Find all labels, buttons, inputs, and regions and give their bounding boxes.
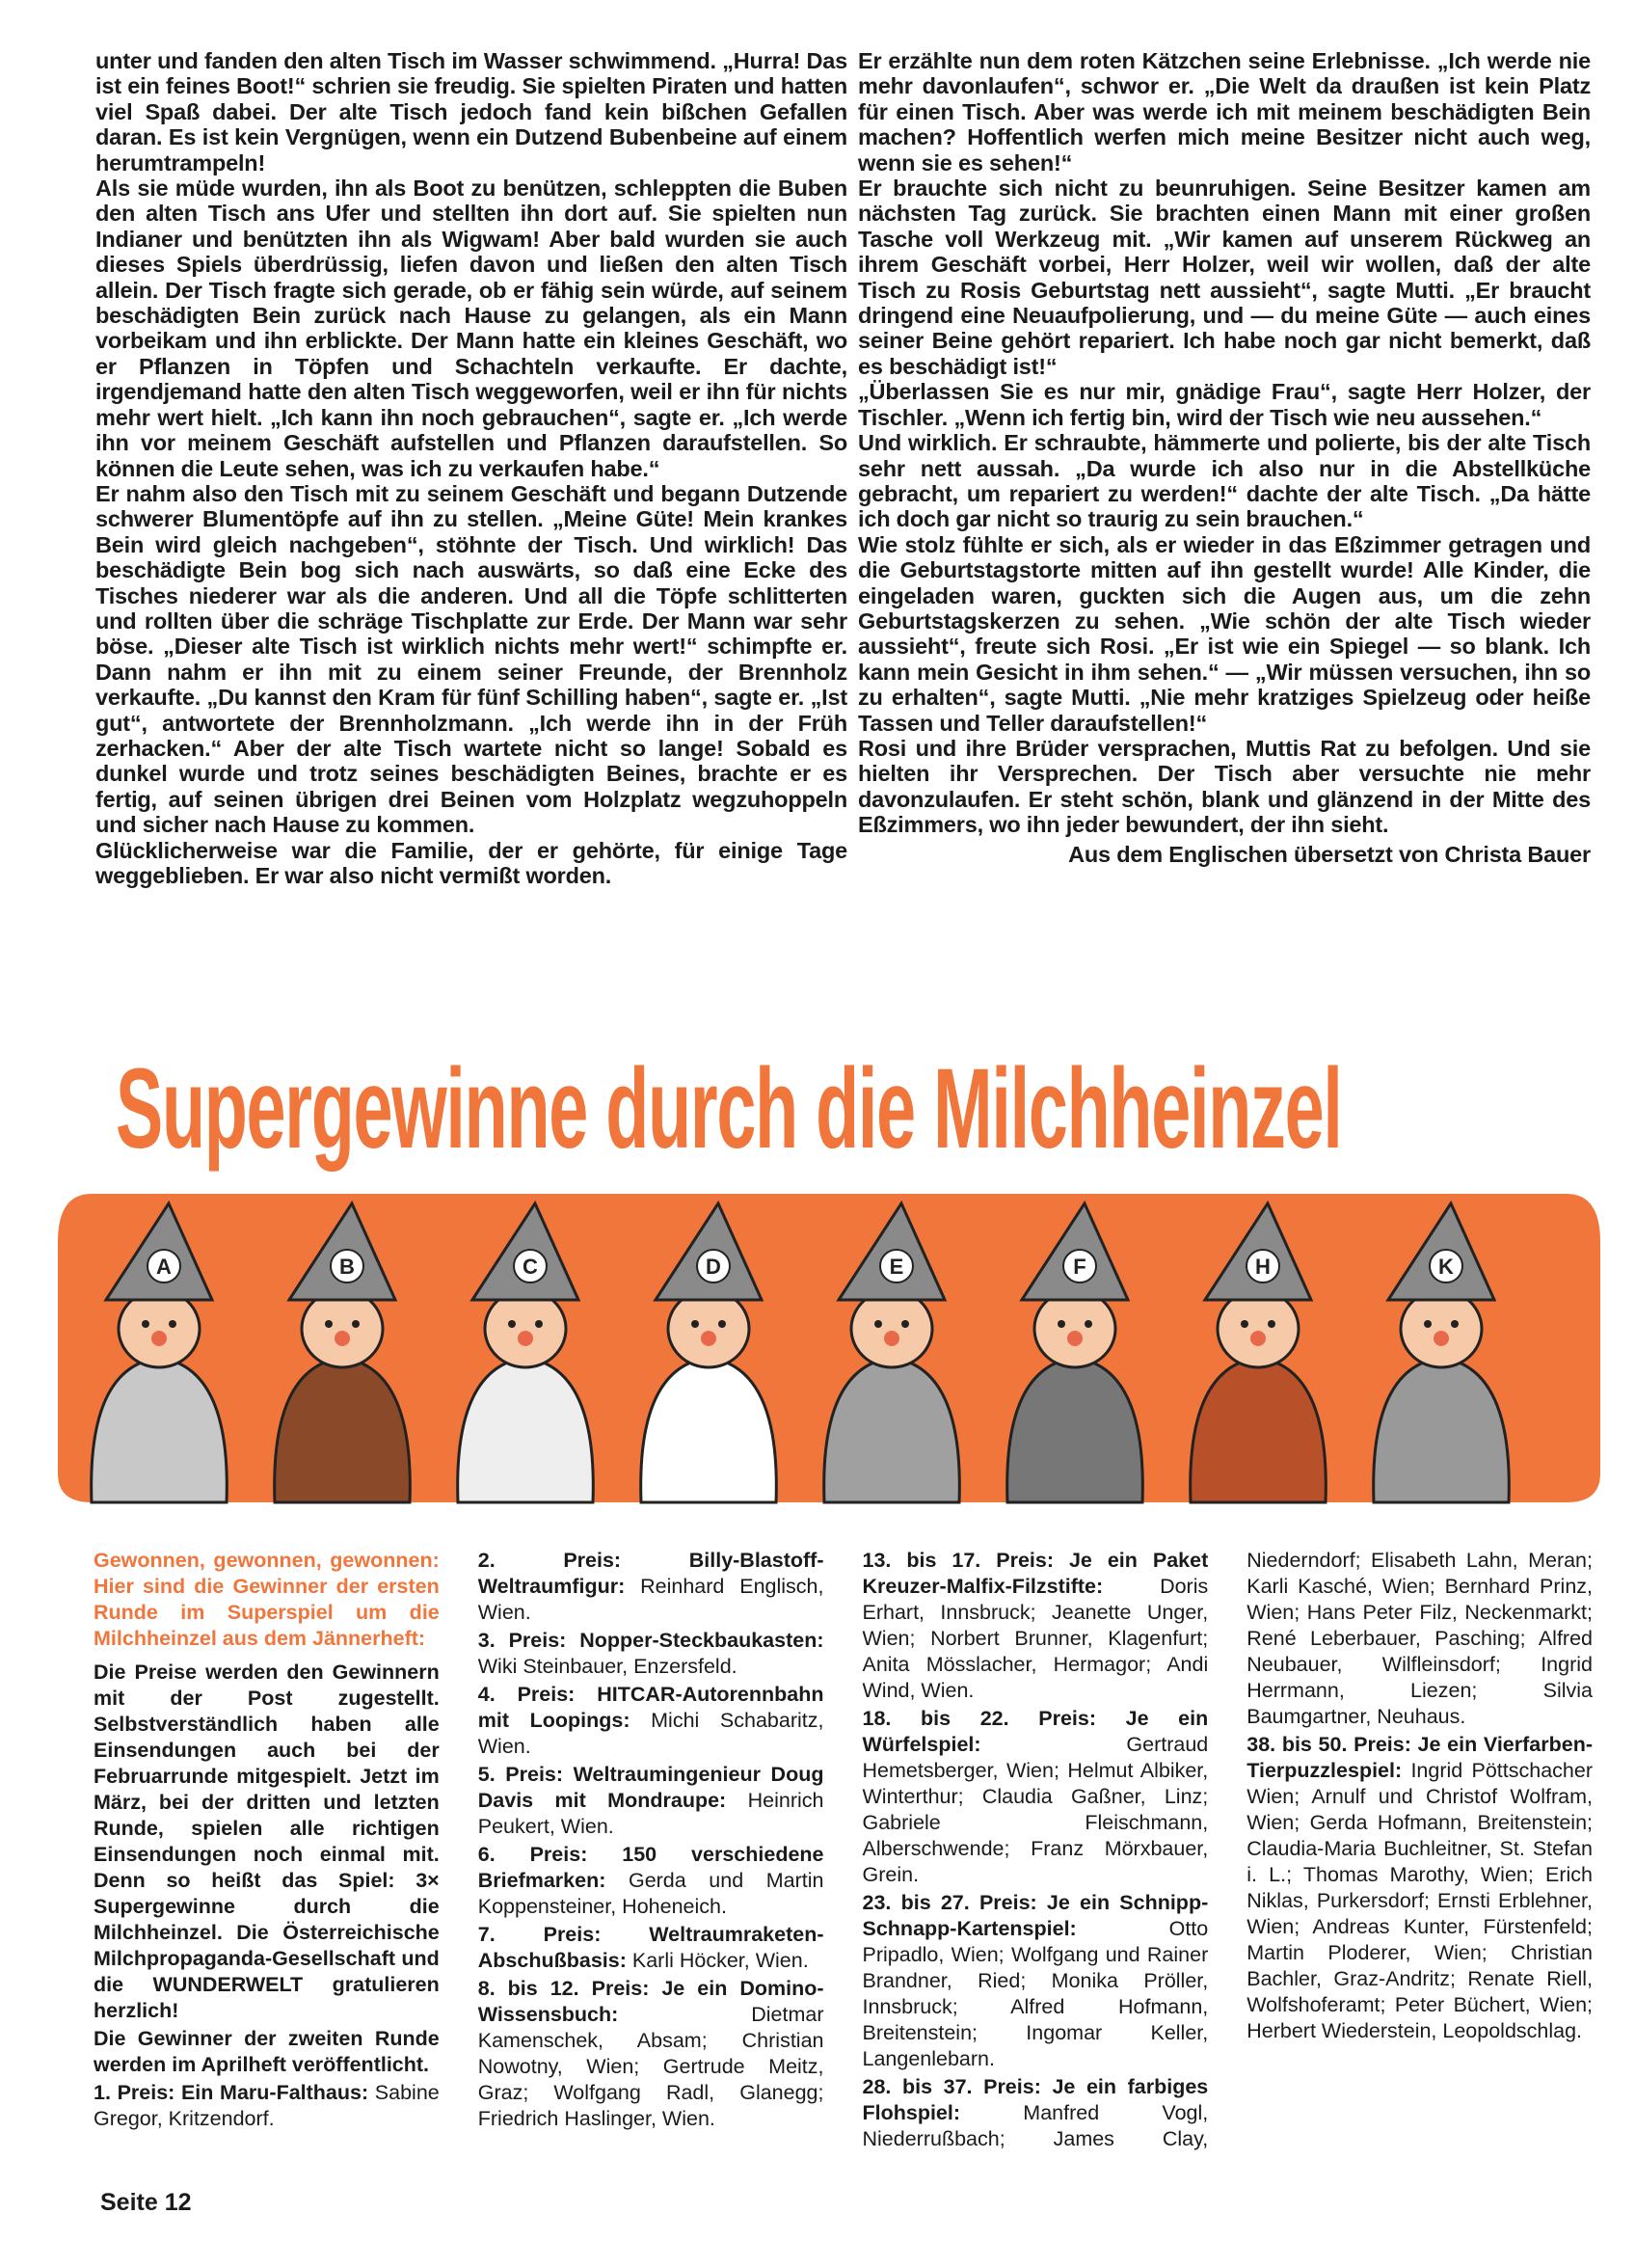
story-column-left <box>95 48 847 888</box>
hat-letter: D <box>706 1255 721 1279</box>
prize-entry <box>478 1628 824 1680</box>
gnomes-illustration <box>53 1184 1605 1507</box>
hat-letter: C <box>523 1255 538 1279</box>
prize-title: 38. bis 50. Preis: Je ein Vierfarben-Tierpuzzlespiel: <box>1246 1733 1593 1782</box>
prize-entry <box>478 1976 824 2132</box>
headline: Supergewinne durch die Milchheinzel <box>116 1045 1342 1173</box>
winners-body: Die Preise werden den Gewinnern mit der Post zugestellt. Selbstverständlich haben alle Einsendungen auch bei der Februarrunde mitgespielt. Jetzt im März, bei der dritten und letzten Runde, spielen alle richtigen Einsendungen noch einmal mit. Denn so heißt das Spiel: 3× Supergewinne durch die Milchheinzel. Die Österreichische Milchpropaganda-Gesellschaft und die WUNDERWELT gratulieren herzlich! <box>94 1660 440 2022</box>
prize-title: 23. bis 27. Preis: Je ein Schnipp-Schnapp-Kartenspiel: <box>862 1891 1209 1940</box>
prize-entry <box>478 1842 824 1920</box>
prize-winners: Karli Höcker, Wien. <box>631 1949 809 1972</box>
prize-winners: Dietmar Kamenschek, Absam; Christian Nowotny, Wien; Gertrude Meitz, Graz; Wolfgang Radl, Glanegg; Friedrich Haslinger, Wien. <box>477 2003 824 2130</box>
prize-entry <box>1246 1732 1593 2044</box>
prize-title: 8. bis 12. Preis: Je ein Domino-Wissensbuch: <box>477 1977 824 2026</box>
hat-letter: K <box>1438 1255 1454 1279</box>
story-paragraph: unter und fanden den alten Tisch im Wasser schwimmend. „Hurra! Das ist ein feines Boot!“ schrien sie freudig. Sie spielten Piraten und hatten viel Spaß dabei. Der alte Tisch jedoch fand kein bißchen Gefallen daran. Es ist kein Vergnügen, wenn ein Dutzend Bubenbeine auf einem herumtrampeln! <box>95 48 847 176</box>
hat-letter: E <box>889 1255 904 1279</box>
story-paragraph: Wie stolz fühlte er sich, als er wieder in das Eßzimmer getragen und die Geburtstagstorte mitten auf ihn gestellt wurde! Alle Kinder, die eingeladen waren, guckten sich die Augen aus, um die zehn Geburtstagskerzen zu sehen. „Wie schön der alte Tisch wieder aussieht“, freute sich Rosi. „Er ist wie ein Spiegel — so blank. Ich kann mein Gesicht in ihm sehen.“ — „Wir müssen versuchen, ihn so zu erhalten“, sagte Mutti. „Nie mehr kratziges Spielzeug oder heiße Tassen und Teller daraufstellen!“ <box>858 531 1591 736</box>
prize-title: 18. bis 22. Preis: Je ein Würfelspiel: <box>862 1707 1209 1756</box>
story-paragraph: Er erzählte nun dem roten Kätzchen seine Erlebnisse. „Ich werde nie mehr davonlaufen“, schwor er. „Die Welt da draußen ist kein Platz für einen Tisch. Aber was werde ich mit meinem beschädigten Bein machen? Hoffentlich werfen mich meine Besitzer nicht auch weg, wenn sie es sehen!“ <box>858 48 1591 176</box>
prize-winners: Michi Schabaritz, Wien. <box>477 1709 824 1758</box>
story-paragraph: Er nahm also den Tisch mit zu seinem Geschäft und begann Dutzende schwerer Blumentöpfe auf ihn zu stellen. „Meine Güte! Mein krankes Bein wird gleich nachgeben“, stöhnte der Tisch. Und wirklich! Das beschädigte Bein bog sich nach auswärts, so daß eine Ecke des Tisches niederer war als die anderen. Und all die Töpfe schlitterten und rollten über die schräge Tischplatte zur Erde. Der Mann war sehr böse. „Dieser alte Tisch ist wirklich nichts mehr wert!“ schimpfte er. Dann nahm er ihn mit zu einem seiner Freunde, der Brennholz verkaufte. „Du kannst den Kram für fünf Schilling haben“, sagte er. „Ist gut“, antwortete der Brennholzmann. „Ich werde ihn in der Früh zerhacken.“ Aber der alte Tisch wartete nicht so lange! Sobald es dunkel wurde und trotz seines beschädigten Beines, brachte er es fertig, auf seinen übrigen drei Beinen vom Holzplatz wegzuhoppeln und sicher nach Hause zu kommen. <box>95 480 847 838</box>
hat-letter: A <box>156 1255 172 1279</box>
prize-title: 6. Preis: 150 verschiedene Briefmarken: <box>477 1843 824 1892</box>
prize-title: 7. Preis: Weltraumraketen-Abschußbasis: <box>477 1923 824 1972</box>
prize-title: 13. bis 17. Preis: Je ein Paket Kreuzer-Malfix-Filzstifte: <box>862 1549 1209 1598</box>
prize-winners: Otto Pripadlo, Wien; Wolfgang und Rainer Brandner, Ried; Monika Pröller, Innsbruck; Alfred Hofmann, Breitenstein; Ingomar Keller, Langenlebarn. <box>862 1917 1209 2070</box>
story-paragraph: Rosi und ihre Brüder versprachen, Muttis Rat zu befolgen. Und sie hielten ihr Versprechen. Der Tisch aber versuchte nie mehr davonzulaufen. Er steht schön, blank und glänzend in der Mitte des Eßzimmers, wo ihn jeder bewundert, der ihn sieht. <box>858 735 1591 838</box>
story-paragraph: Als sie müde wurden, ihn als Boot zu benützen, schleppten die Buben den alten Tisch ans Ufer und stellten ihn dort auf. Sie spielten nun Indianer und benützten ihn als Wigwam! Aber bald wurden sie auch dieses Spiels überdrüssig, liefen davon und ließen den alten Tisch allein. Der Tisch fragte sich gerade, ob er fähig sein würde, auf seinem beschädigten Bein zurück nach Hause zu gelangen, als ein Mann vorbeikam und ihn erblickte. Der Mann hatte ein kleines Geschäft, wo er Pflanzen in Töpfen und Schachteln verkaufte. Er dachte, irgendjemand hatte den alten Tisch weggeworfen, weil er ihn für nichts mehr wert hielt. „Ich kann ihn noch gebrauchen“, sagte er. „Ich werde ihn vor meinem Geschäft aufstellen und Pflanzen daraufstellen. So können die Leute sehen, was ich zu verkaufen habe.“ <box>95 176 847 481</box>
prize-entry <box>94 2080 440 2132</box>
prize-entry <box>478 1548 824 1626</box>
prize-entry <box>863 1890 1209 2072</box>
prize-winners: Ingrid Pöttschacher Wien; Arnulf und Christof Wolfram, Wien; Gerda Hofmann, Breitenstein; Claudia-Maria Buchleitner, St. Stefan i. L.; Thomas Marothy, Wien; Erich Niklas, Purkersdorf; Ernsti Erblehner, Wien; Andreas Kunter, Fürstenfeld; Martin Ploderer, Wien; Christian Bachler, Graz-Andritz; Renate Riell, Wolfshoferamt; Peter Büchert, Wien; Herbert Wiederstein, Leopoldschlag. <box>1246 1759 1593 2042</box>
story-paragraph: Glücklicherweise war die Familie, der er gehörte, für einige Tage weggeblieben. Er war also nicht vermißt worden. <box>95 837 847 888</box>
translation-credit: Aus dem Englischen übersetzt von Christa Bauer <box>1068 841 1591 867</box>
prize-winners: Doris Erhart, Innsbruck; Jeanette Unger, Wien; Norbert Brunner, Klagenfurt; Anita Mösslacher, Hermagor; Andi Wind, Wien. <box>862 1575 1209 1702</box>
prize-title: 4. Preis: HITCAR-Autorennbahn mit Loopings: <box>477 1683 824 1732</box>
prize-title: 2. Preis: Billy-Blastoff-Weltraumfigur: <box>477 1549 824 1598</box>
prize-entry <box>478 1762 824 1840</box>
story-paragraph: Er brauchte sich nicht zu beunruhigen. Seine Besitzer kamen am nächsten Tag zurück. Sie brachten einen Mann mit einer großen Tasche voll Werkzeug mit. „Wir kamen auf unserem Rückweg an ihrem Geschäft vorbei, Herr Holzer, weil wir wollen, daß der alte Tisch zu Rosis Geburtstag nett aussieht“, sagte Mutti. „Er braucht dringend eine Neuaufpolierung, und — du meine Güte — auch eines seiner Beine gehört repariert. Ich habe noch gar nicht bemerkt, daß es beschädigt ist!“ <box>858 176 1591 379</box>
winners-intro: Gewonnen, gewonnen, gewonnen: Hier sind die Gewinner der ersten Runde im Superspiel um die Milchheinzel aus dem Jännerheft: <box>94 1549 440 1650</box>
prize-entry <box>863 1548 1209 1704</box>
prize-winners: Wiki Steinbauer, Enzersfeld. <box>477 1655 737 1678</box>
story-paragraph: Und wirklich. Er schraubte, hämmerte und polierte, bis der alte Tisch sehr nett aussah. „Da wurde ich also nur in die Abstellküche gebracht, um repariert zu werden!“ dachte der alte Tisch. „Da hätte ich doch gar nicht so traurig zu sein brauchen.“ <box>858 430 1591 532</box>
prize-winners: Manfred Vogl, Niederrußbach; James Clay, Niederndorf; Elisabeth Lahn, Meran; Karli Kasché, Wien; Bernhard Prinz, Wien; Hans Peter Filz, Neckenmarkt; René Leberbauer, Pasching; Alfred Neubauer, Wilfleinsdorf; Ingrid Herrmann, Liezen; Silvia Baumgartner, Neuhaus. <box>862 1549 1593 2150</box>
hat-letter: F <box>1073 1255 1086 1279</box>
page-number: Seite 12 <box>100 2189 192 2216</box>
winners-list <box>94 1548 1593 2174</box>
prize-entry <box>863 1706 1209 1888</box>
prize-title: 1. Preis: Ein Maru-Falthaus: <box>94 2081 369 2104</box>
prize-title: 5. Preis: Weltraumingenieur Doug Davis mit Mondraupe: <box>477 1763 824 1812</box>
prize-title: 28. bis 37. Preis: Je ein farbiges Flohspiel: <box>862 2075 1209 2124</box>
prize-winners: Gertraud Hemetsberger, Wien; Helmut Albiker, Winterthur; Claudia Gaßner, Linz; Gabriele Fleischmann, Alberschwende; Franz Mörxbauer, Grein. <box>862 1733 1209 1886</box>
prize-winners: Reinhard Englisch, Wien. <box>477 1575 824 1624</box>
hat-letter: H <box>1255 1255 1271 1279</box>
prize-winners: Heinrich Peukert, Wien. <box>477 1789 824 1838</box>
story-paragraph: „Überlassen Sie es nur mir, gnädige Frau“, sagte Herr Holzer, der Tischler. „Wenn ich fertig bin, wird der Tisch wie neu aussehen.“ <box>858 379 1591 430</box>
prize-winners: Gerda und Martin Koppensteiner, Hoheneich. <box>477 1869 824 1918</box>
prize-entry <box>478 1922 824 1974</box>
prize-entry <box>478 1682 824 1760</box>
prize-title: 3. Preis: Nopper-Steckbaukasten: <box>477 1629 824 1652</box>
prize-winners: Sabine Gregor, Kritzendorf. <box>94 2081 440 2130</box>
winners-note: Die Gewinner der zweiten Runde werden im Aprilheft veröffentlicht. <box>94 2027 440 2076</box>
story-column-right <box>858 48 1591 867</box>
hat-letter: B <box>339 1255 355 1279</box>
